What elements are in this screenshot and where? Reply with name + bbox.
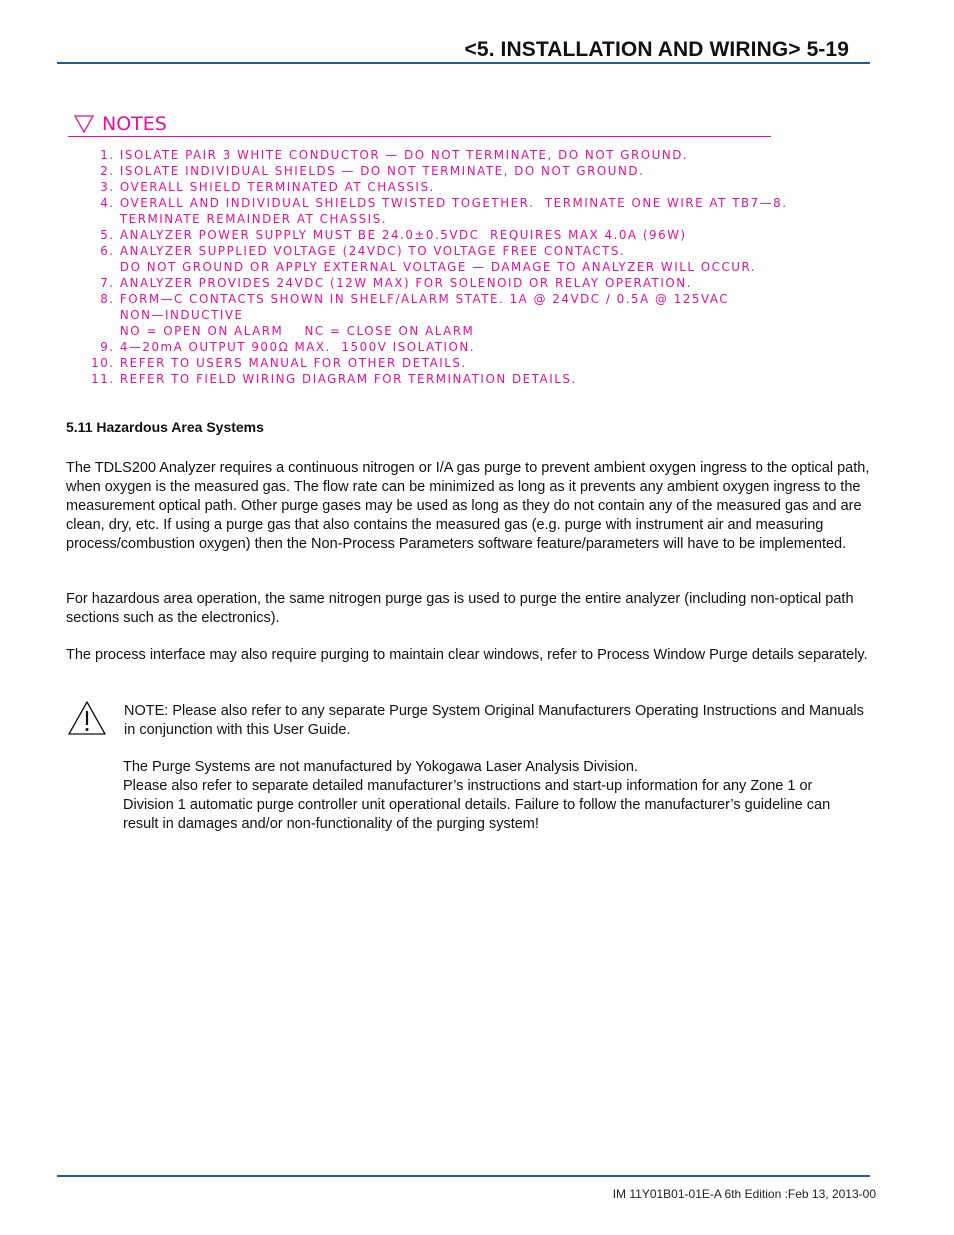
note-line — [88, 339, 788, 355]
note-text: ANALYZER PROVIDES 24VDC (12W MAX) FOR SOLENOID OR RELAY OPERATION. — [119, 275, 692, 290]
note-number: 9. — [100, 339, 115, 354]
down-triangle-icon — [74, 115, 94, 133]
note-line — [88, 259, 788, 275]
note-line — [88, 227, 788, 243]
note-text: OVERALL AND INDIVIDUAL SHIELDS TWISTED TOGETHER. TERMINATE ONE WIRE AT TB7—8. — [119, 195, 788, 210]
note-purge-instructions: NOTE: Please also refer to any separate Purge System Original Manufacturers Operating Instructions and Manuals in conjunction with this User Guide. — [124, 703, 864, 738]
note-line — [88, 211, 788, 227]
note-line — [88, 275, 788, 291]
note-line — [88, 163, 788, 179]
note-line — [88, 307, 788, 323]
note-text: OVERALL SHIELD TERMINATED AT CHASSIS. — [119, 179, 435, 194]
note-text: REFER TO USERS MANUAL FOR OTHER DETAILS. — [119, 355, 467, 370]
note-text: NON—INDUCTIVE — [119, 307, 244, 322]
note-number: 3. — [100, 179, 115, 194]
note-text: DO NOT GROUND OR APPLY EXTERNAL VOLTAGE — DAMAGE TO ANALYZER WILL OCCUR. — [119, 259, 757, 274]
note-number: 2. — [100, 163, 115, 178]
notes-underline — [68, 136, 771, 137]
note-number: 10. — [91, 355, 115, 370]
footer-document-info: IM 11Y01B01-01E-A 6th Edition :Feb 13, 2013-00 — [612, 1187, 876, 1201]
note-text: 4—20mA OUTPUT 900Ω MAX. 1500V ISOLATION. — [119, 339, 476, 354]
note-text: ANALYZER SUPPLIED VOLTAGE (24VDC) TO VOLTAGE FREE CONTACTS. — [119, 243, 626, 258]
paragraph-not-manufactured: The Purge Systems are not manufactured by Yokogawa Laser Analysis Division. — [123, 759, 639, 775]
note-number: 8. — [100, 291, 115, 306]
note-line — [88, 355, 788, 371]
note-text: REFER TO FIELD WIRING DIAGRAM FOR TERMINATION DETAILS. — [119, 371, 577, 386]
note-text: FORM—C CONTACTS SHOWN IN SHELF/ALARM STATE. 1A @ 24VDC / 0.5A @ 125VAC — [119, 291, 730, 306]
note-text: ANALYZER POWER SUPPLY MUST BE 24.0±0.5VDC REQUIRES MAX 4.0A (96W) — [119, 227, 687, 242]
note-number: 5. — [100, 227, 115, 242]
note-line — [88, 147, 788, 163]
section-heading: 5.11 Hazardous Area Systems — [66, 419, 264, 435]
note-line — [88, 371, 788, 387]
paragraph-process-interface: The process interface may also require purging to maintain clear windows, refer to Process Window Purge details separately. — [66, 647, 868, 663]
header-rule — [57, 62, 870, 64]
note-text: ISOLATE INDIVIDUAL SHIELDS — DO NOT TERMINATE, DO NOT GROUND. — [119, 163, 645, 178]
note-text: NO = OPEN ON ALARM NC = CLOSE ON ALARM — [119, 323, 475, 338]
note-line — [88, 179, 788, 195]
note-number: 6. — [100, 243, 115, 258]
note-line — [88, 243, 788, 259]
note-line — [88, 323, 788, 339]
note-number: 11. — [91, 371, 115, 386]
paragraph-manufacturer-instructions: Please also refer to separate detailed manufacturer’s instructions and start-up information for any Zone 1 or Division 1 automatic purge controller unit operational details. Failure to follow the manufacturer’s guideline can result in damages and/or non-functionality of the purging system! — [123, 778, 831, 832]
note-line — [88, 195, 788, 211]
warning-triangle-icon — [67, 700, 107, 736]
note-number: 7. — [100, 275, 115, 290]
paragraph-hazardous-operation: For hazardous area operation, the same nitrogen purge gas is used to purge the entire analyzer (including non-optical path sections such as the electronics). — [66, 591, 854, 626]
notes-list — [88, 147, 824, 387]
notes-heading-label: NOTES — [102, 113, 167, 135]
footer-rule — [57, 1175, 870, 1177]
note-number: 4. — [100, 195, 115, 210]
note-text: TERMINATE REMAINDER AT CHASSIS. — [119, 211, 388, 226]
notes-heading — [74, 113, 167, 135]
paragraph-purge-requirements: The TDLS200 Analyzer requires a continuous nitrogen or I/A gas purge to prevent ambient oxygen ingress to the optical path, when oxygen is the measured gas. The flow rate can be minimized as long as it prevents any ambient oxygen ingress to the measurement optical path. Other purge gases may be used as long as they do not contain any of the measured gas and are clean, dry, etc. If using a purge gas that also contains the measured gas (e.g. purge with instrument air and measuring process/combustion oxygen) then the Non-Process Parameters software feature/parameters will have to be implemented. — [66, 460, 870, 552]
page-header-title: <5. INSTALLATION AND WIRING> 5-19 — [464, 38, 849, 61]
note-line — [88, 291, 788, 307]
note-number: 1. — [100, 147, 115, 162]
note-text: ISOLATE PAIR 3 WHITE CONDUCTOR — DO NOT TERMINATE, DO NOT GROUND. — [119, 147, 689, 162]
